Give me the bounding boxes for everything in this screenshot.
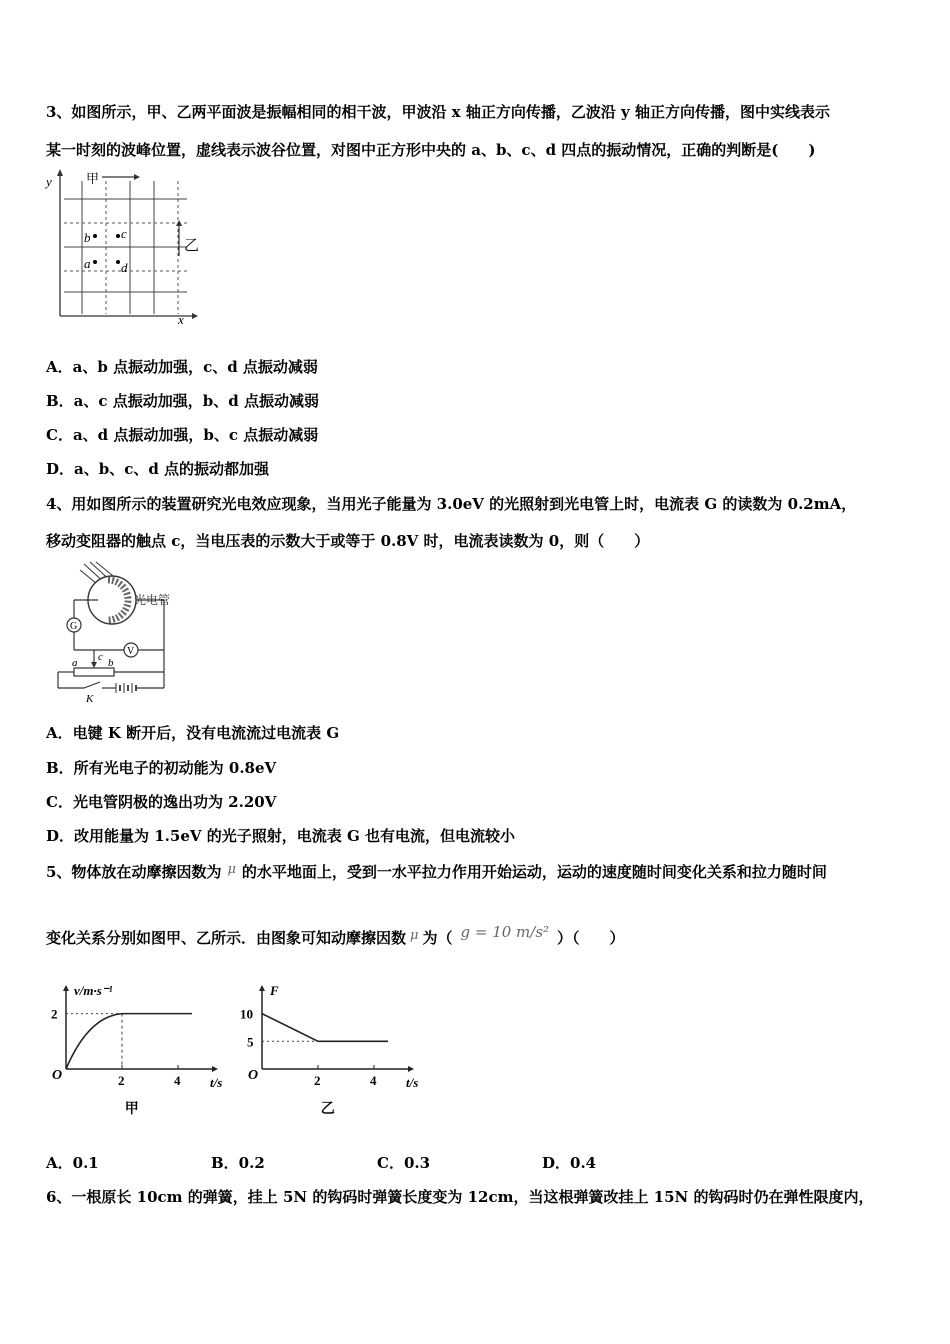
- wave-yi-label: 乙: [184, 238, 200, 254]
- end-b: b: [108, 657, 114, 669]
- origin-label: O: [52, 1068, 63, 1083]
- q4-circuit-figure: [54, 560, 184, 708]
- contact-c: c: [98, 651, 103, 663]
- y-axis-label: v/m·s⁻¹: [74, 983, 113, 998]
- y-axis-label: F: [270, 983, 279, 998]
- x-axis-label: t/s: [406, 1075, 419, 1090]
- q4-line1: 4、用如图所示的装置研究光电效应现象，当用光子能量为 3.0eV 的光照射到光电管上时，电流表 G 的读数为 0.2mA，: [46, 495, 857, 513]
- q5-line1-post: 的水平地面上，受到一水平拉力作用开始运动，运动的速度随时间变化关系和拉力随时间: [241, 863, 827, 881]
- q4-option-b: B．所有光电子的初动能为 0.8eV: [46, 759, 277, 777]
- origin-label: O: [248, 1068, 259, 1083]
- x-tick-label: 2: [314, 1073, 321, 1088]
- q3-line2: 某一时刻的波峰位置，虚线表示波谷位置，对图中正方形中央的 a、b、c、d 四点的振动情况，正确的判断是( ): [46, 141, 816, 159]
- q3-option-a: A．a、b 点振动加强，c、d 点振动减弱: [46, 358, 318, 376]
- ammeter-label: G: [70, 621, 78, 632]
- mu-symbol: μ: [227, 862, 236, 877]
- q6-line1: 6、一根原长 10cm 的弹簧，挂上 5N 的钩码时弹簧长度变为 12cm，当这根弹簧改挂上 15N 的钩码时仍在弹性限度内，: [46, 1188, 874, 1206]
- x-axis-label: x: [178, 312, 184, 327]
- q5-option-b: B．0.2: [211, 1154, 265, 1172]
- q5-line2: [46, 922, 625, 948]
- q5-line2-mid: 为（: [422, 929, 453, 947]
- x-tick-label: 2: [118, 1073, 125, 1088]
- y-axis-arrow: [259, 985, 265, 991]
- q5-line2-pre: 变化关系分别如图甲、乙所示．由图象可知动摩擦因数: [46, 929, 407, 947]
- q3-wave-figure: [42, 166, 202, 326]
- q3-option-c: C．a、d 点振动加强，b、c 点振动减弱: [46, 426, 319, 444]
- point-d: d: [121, 260, 128, 275]
- gravity-formula: g = 10 m/s²: [460, 923, 550, 941]
- y-tick-label: 10: [240, 1006, 253, 1022]
- q5-option-a: A．0.1: [46, 1154, 99, 1172]
- q4-option-c: C．光电管阴极的逸出功为 2.20V: [46, 793, 277, 811]
- voltmeter-label: V: [127, 646, 135, 657]
- chart-title: 甲: [124, 1102, 139, 1117]
- q3-option-b: B．a、c 点振动加强，b、d 点振动减弱: [46, 392, 319, 410]
- velocity-time-chart: [44, 965, 223, 1117]
- y-axis-arrow: [63, 985, 69, 991]
- x-axis-arrow: [408, 1066, 414, 1072]
- wave-jia-label: 甲: [86, 171, 100, 186]
- end-a: a: [72, 657, 78, 669]
- q3-line1: 3、如图所示，甲、乙两平面波是振幅相同的相干波，甲波沿 x 轴正方向传播，乙波沿 y 轴正方向传播，图中实线表示: [46, 103, 830, 121]
- y-axis-label: y: [46, 174, 52, 189]
- x-axis-arrow: [212, 1066, 218, 1072]
- q4-option-d: D．改用能量为 1.5eV 的光子照射，电流表 G 也有电流，但电流较小: [46, 827, 515, 845]
- q5-line1: [46, 860, 827, 882]
- force-time-chart: [234, 965, 424, 1115]
- chart-title: 乙: [320, 1102, 335, 1117]
- mu-symbol-2: μ: [410, 928, 419, 943]
- x-tick-label: 4: [174, 1073, 181, 1088]
- q4-line2: 移动变阻器的触点 c，当电压表的示数大于或等于 0.8V 时，电流表读数为 0，则（ ）: [46, 532, 650, 550]
- q3-option-d: D．a、b、c、d 点的振动都加强: [46, 460, 270, 478]
- y-tick-label: 5: [247, 1034, 254, 1050]
- y-tick-label: 2: [51, 1006, 58, 1022]
- q5-option-d: D．0.4: [542, 1154, 597, 1172]
- q4-option-a: A．电键 K 断开后，没有电流流过电流表 G: [46, 724, 340, 742]
- series-line: [262, 1014, 388, 1042]
- x-tick-label: 4: [370, 1073, 377, 1088]
- q5-line1-pre: 5、物体放在动摩擦因数为: [46, 863, 222, 881]
- series-line: [66, 1014, 192, 1069]
- q5-line2-post: ）（ ）: [557, 929, 625, 947]
- switch-k: K: [86, 693, 94, 705]
- point-c: c: [121, 226, 127, 241]
- x-axis-label: t/s: [210, 1075, 223, 1090]
- q5-option-c: C．0.3: [377, 1154, 431, 1172]
- tube-label: 光电管: [134, 593, 171, 607]
- point-b: b: [84, 230, 91, 245]
- point-a: a: [84, 256, 91, 271]
